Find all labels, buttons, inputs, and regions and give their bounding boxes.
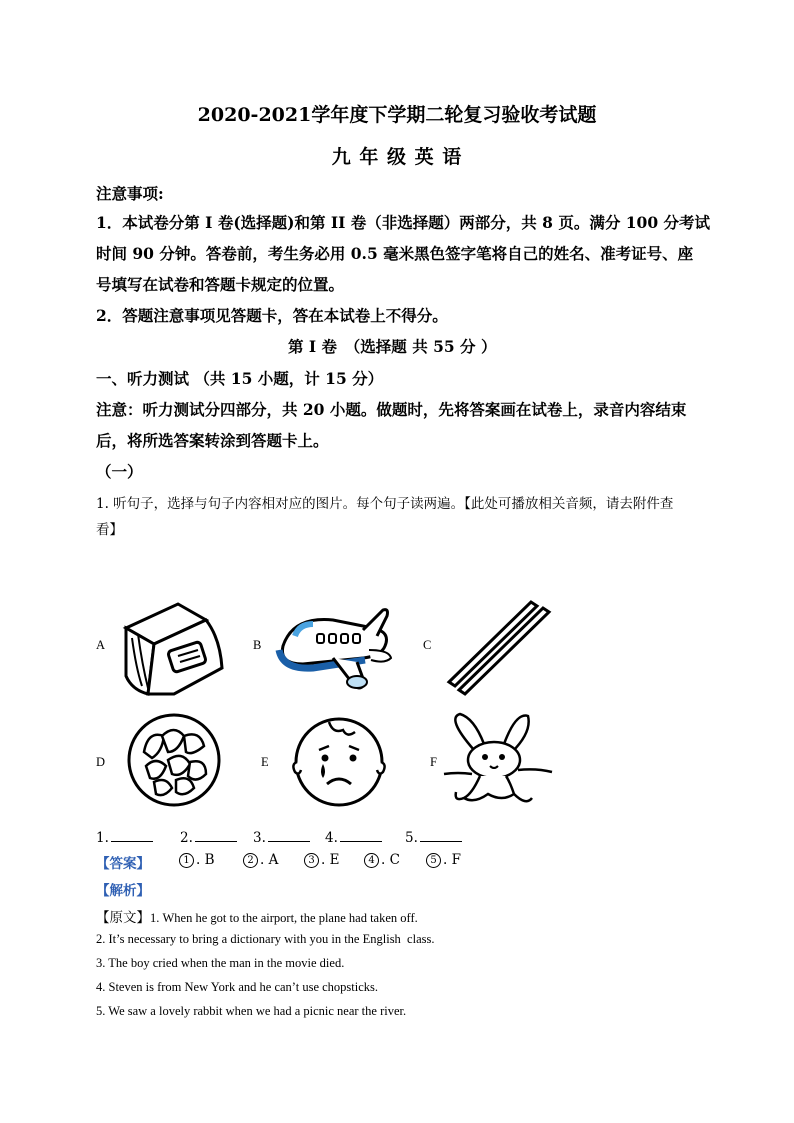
blank-number: 4. xyxy=(325,830,338,846)
transcript-line-4: 4. Steven is from New York and he can’t use chopsticks. xyxy=(96,980,379,994)
crying-boy-icon xyxy=(289,712,389,808)
blank-line xyxy=(420,829,462,842)
original-text-tag: 【原文】 xyxy=(96,910,150,926)
circled-number: 5 xyxy=(426,853,441,868)
subject-title: 九 年 级 英 语 xyxy=(331,146,463,168)
answer-item-4 xyxy=(364,852,400,868)
question-line2: 看】 xyxy=(96,522,123,538)
blank-line xyxy=(268,829,310,842)
transcript-line-1 xyxy=(96,906,418,926)
transcript-line-3: 3. The boy cried when the man in the movie died. xyxy=(96,956,345,970)
answer-blank-2[interactable] xyxy=(180,829,237,846)
subsection-label: （一） xyxy=(96,462,143,481)
part1-heading: 第 I 卷 （选择题 共 55 分 ） xyxy=(288,337,497,356)
answer-item-2 xyxy=(243,852,278,868)
blank-line xyxy=(195,829,237,842)
dictionary-icon xyxy=(118,598,228,698)
answer-item-5 xyxy=(426,852,461,868)
circled-number: 1 xyxy=(179,853,194,868)
listening-note-line2: 后，将所选答案转涂到答题卡上。 xyxy=(96,431,329,450)
answer-item-1 xyxy=(179,852,215,868)
blank-number: 5. xyxy=(405,830,418,846)
rabbit-icon xyxy=(440,710,555,810)
picture-label-a: A xyxy=(96,638,106,652)
answer-blank-3[interactable] xyxy=(253,829,310,846)
transcript-text: 1. When he got to the airport, the plane had taken off. xyxy=(150,911,418,925)
answer-blank-1[interactable] xyxy=(96,829,153,846)
answer-blank-4[interactable] xyxy=(325,829,382,846)
picture-label-e: E xyxy=(261,755,269,769)
question-line1: 1. 听句子，选择与句子内容相对应的图片。每个句子读两遍。【此处可播放相关音频，请去附件查 xyxy=(96,496,674,512)
picture-label-d: D xyxy=(96,755,106,769)
answer-value: . A xyxy=(260,852,279,868)
picture-label-c: C xyxy=(423,638,432,652)
answer-value: . C xyxy=(381,852,400,868)
answer-tag: 【答案】 xyxy=(96,856,150,872)
exam-title: 2020-2021学年度下学期二轮复习验收考试题 xyxy=(197,104,597,126)
blank-number: 2. xyxy=(180,830,193,846)
analysis-tag: 【解析】 xyxy=(96,883,150,899)
answer-value: . E xyxy=(321,852,340,868)
answer-blank-5[interactable] xyxy=(405,829,462,846)
picture-label-b: B xyxy=(253,638,262,652)
circled-number: 3 xyxy=(304,853,319,868)
circled-number: 4 xyxy=(364,853,379,868)
answer-value: . B xyxy=(196,852,215,868)
blank-number: 3. xyxy=(253,830,266,846)
chopsticks-icon xyxy=(445,600,555,695)
answer-item-3 xyxy=(304,852,339,868)
picture-label-f: F xyxy=(430,755,437,769)
airplane-icon xyxy=(273,606,398,696)
answer-value: . F xyxy=(443,852,461,868)
circled-number: 2 xyxy=(243,853,258,868)
notes-item2: 2．答题注意事项见答题卡，答在本试卷上不得分。 xyxy=(96,306,448,325)
notes-heading: 注意事项: xyxy=(96,184,164,203)
listening-section-title: 一、听力测试 （共 15 小题，计 15 分） xyxy=(96,369,384,388)
blank-line xyxy=(340,829,382,842)
blank-line xyxy=(111,829,153,842)
notes-item1-line1: 1．本试卷分第 I 卷(选择题)和第 II 卷（非选择题）两部分，共 8 页。满分 100 分考试 xyxy=(96,213,711,232)
transcript-line-5: 5. We saw a lovely rabbit when we had a picnic near the river. xyxy=(96,1004,407,1018)
dumplings-icon xyxy=(126,712,222,808)
listening-note-line1: 注意：听力测试分四部分，共 20 小题。做题时，先将答案画在试卷上，录音内容结束 xyxy=(96,400,687,419)
notes-item1-line2: 时间 90 分钟。答卷前，考生务必用 0.5 毫米黑色签字笔将自己的姓名、准考证号、座 xyxy=(96,244,694,263)
transcript-line-2: 2. It’s necessary to bring a dictionary with you in the English class. xyxy=(96,932,435,946)
blank-number: 1. xyxy=(96,830,109,846)
notes-item1-line3: 号填写在试卷和答题卡规定的位置。 xyxy=(96,275,345,294)
